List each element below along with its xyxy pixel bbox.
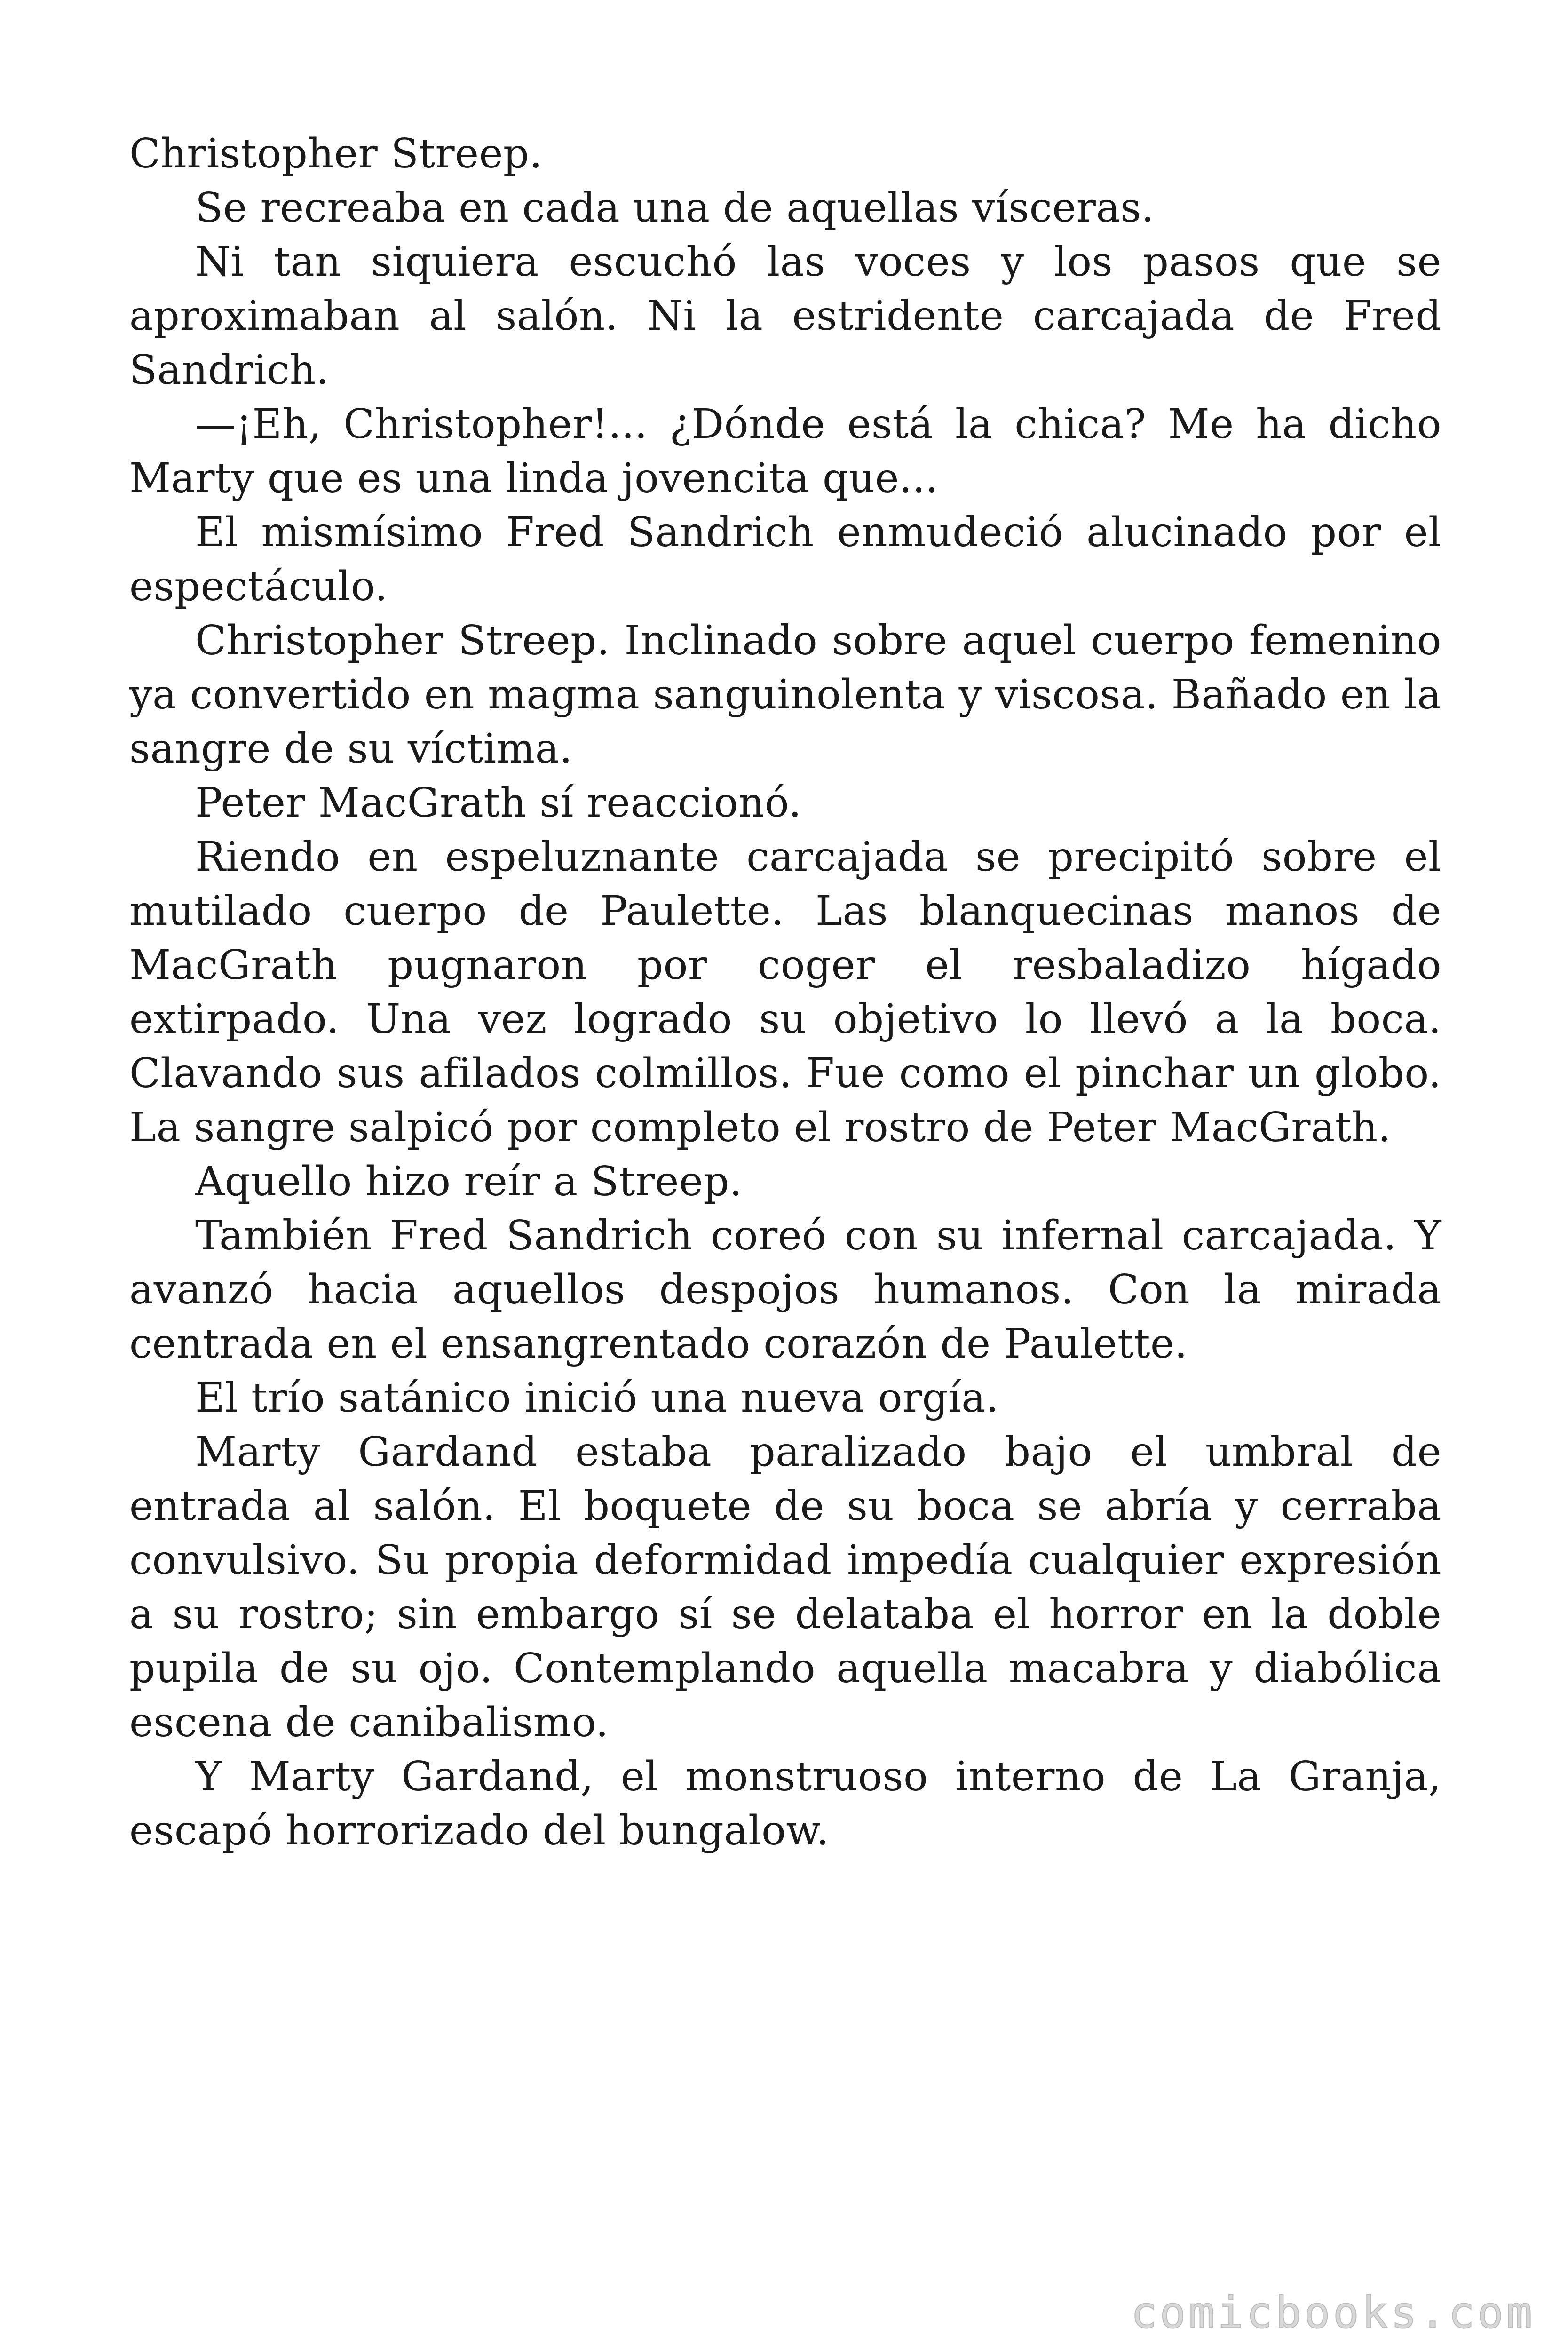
paragraph-7: Peter MacGrath sí reaccionó. [195,779,802,826]
page-body [129,127,1441,1858]
paragraph-11: El trío satánico inició una nueva orgía. [195,1375,999,1422]
paragraph-13: Y Marty Gardand, el monstruoso interno de La Granja, escapó horrorizado del bungalow. [129,1753,1441,1854]
paragraph-8: Riendo en espeluznante carcajada se precipitó sobre el mutilado cuerpo de Paulette. Las blanquecinas manos de MacGrath pugnaron por coger el resbaladizo hígado extirpado. Una vez logrado su objetivo lo llevó a la boca. Clavando sus afilados colmillos. Fue como el pinchar un globo. La sangre salpicó por completo el rostro de Peter MacGrath. [129,834,1441,1151]
paragraph-4: —¡Eh, Christopher!... ¿Dónde está la chica? Me ha dicho Marty que es una linda jovencita que... [129,401,1441,502]
paragraph-12: Marty Gardand estaba paralizado bajo el umbral de entrada al salón. El boquete de su boca se abría y cerraba convulsivo. Su propia deformidad impedía cualquier expresión a su rostro; sin embargo sí se delataba el horror en la doble pupila de su ojo. Contemplando aquella macabra y diabólica escena de canibalismo. [129,1429,1441,1746]
paragraph-9: Aquello hizo reír a Streep. [195,1158,743,1205]
paragraph-1: Christopher Streep. [129,130,543,177]
watermark: comicbooks.com [1131,2288,1535,2338]
paragraph-6: Christopher Streep. Inclinado sobre aquel cuerpo femenino ya convertido en magma sanguinolenta y viscosa. Bañado en la sangre de su víctima. [129,617,1441,772]
paragraph-10: También Fred Sandrich coreó con su infernal carcajada. Y avanzó hacia aquellos despojos humanos. Con la mirada centrada en el ensangrentado corazón de Paulette. [129,1212,1441,1367]
paragraph-3: Ni tan siquiera escuchó las voces y los pasos que se aproximaban al salón. Ni la estridente carcajada de Fred Sandrich. [129,238,1441,394]
paragraph-5: El mismísimo Fred Sandrich enmudeció alucinado por el espectáculo. [129,509,1441,610]
paragraph-2: Se recreaba en cada una de aquellas vísceras. [195,184,1155,231]
